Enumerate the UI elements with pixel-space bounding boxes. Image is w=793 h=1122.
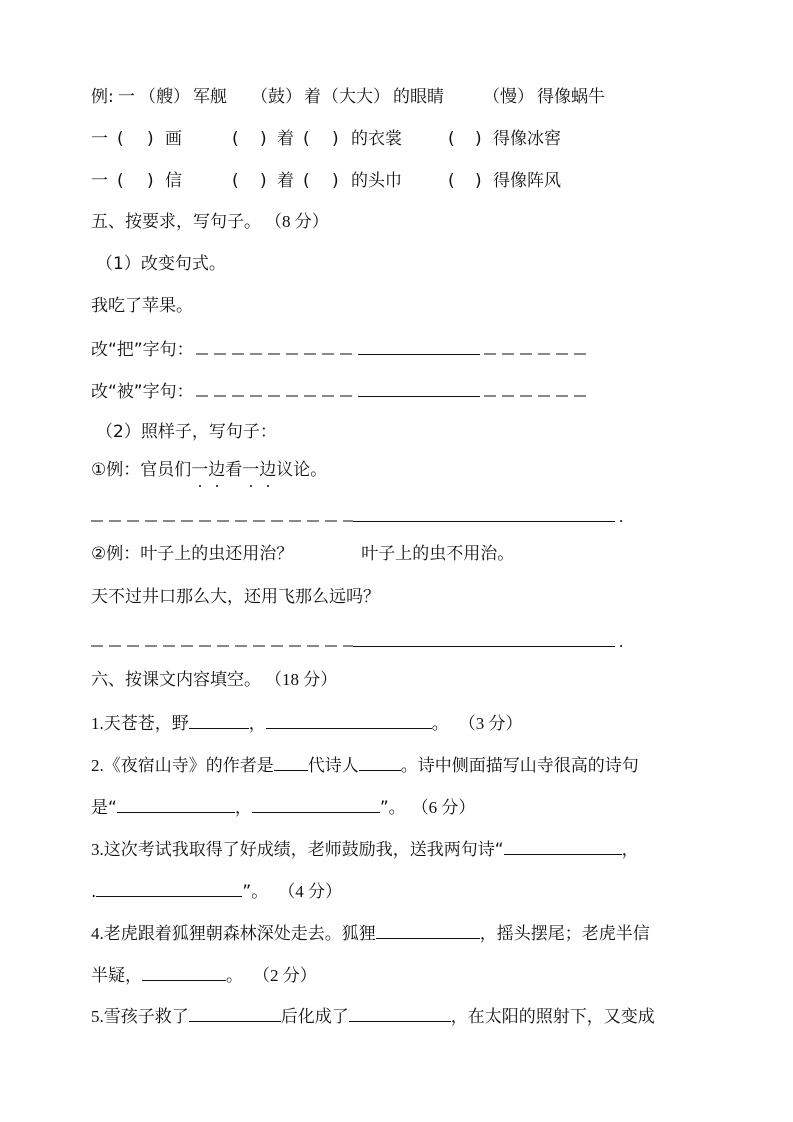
part1-label: （1）改变句式。 [96,254,226,274]
answer-blank[interactable] [189,710,249,729]
example-question: ②例：叶子上的虫还用治？ [91,544,294,564]
example-two-prompt: 天不过井口那么大，还用飞那么远吗？ [91,587,380,607]
blank-paren[interactable]: ( [448,129,455,149]
cell-suffix: 得像阵风 [493,171,561,191]
cell-mid: 着 [277,171,294,191]
answer-solid-line[interactable] [358,378,480,397]
blank-paren-close: ) [332,129,339,149]
answer-dashed-line[interactable] [484,337,592,355]
cell-suffix: 军舰 [193,87,227,107]
blank-paren-close: ) [147,129,154,149]
cell-suffix: 的衣裳 [351,129,402,149]
answer-blank[interactable] [189,1003,281,1022]
sentence-end-mark: . [619,632,624,651]
blank-paren[interactable]: ( [448,171,455,191]
answer-dashed-line[interactable] [196,337,358,355]
blank-paren-close: ) [147,171,154,191]
answer-blank[interactable] [274,752,308,771]
source-sentence: 我吃了苹果。 [91,296,193,316]
item-score: （6 分） [411,798,476,817]
cell-suffix: 的头巾 [351,171,402,191]
answer-blank[interactable] [349,1003,451,1022]
example-one-answer-row [91,503,623,527]
answer-blank[interactable] [252,794,380,813]
answer-blank[interactable] [96,878,242,897]
section-heading: 六、按课文内容填空。 （18 分） [91,670,338,690]
item-number: 5. [91,1007,104,1026]
example-two-answer-row [91,628,623,652]
emphasis-char: 边 [208,460,226,480]
item-number: 4. [91,924,104,943]
fill-item-5: 5. 雪孩子救了 后化成了 ，在太阳的照射下，又变成 [91,1003,655,1027]
blank-paren[interactable]: ( [232,171,239,191]
blank-paren[interactable]: ( [117,129,124,149]
cell-suffix: 信 [165,171,182,191]
answer-blank[interactable] [142,962,226,981]
emphasis-char: 一 [242,460,260,480]
fill-item-1: 1. 天苍苍，野 ， 。 （3 分） [91,710,523,734]
item-number: 1. [91,714,104,733]
section-score: （18 分） [265,670,338,689]
fill-item-2: 2. 《夜宿山寺》的作者是 代诗人 。诗中侧面描写山寺很高的诗句 [91,752,639,776]
answer-blank[interactable] [117,794,235,813]
fill-item-4: 4. 老虎跟着狐狸朝森林深处走去。狐狸 ，摇头摆尾；老虎半信 [91,920,650,944]
fill-cell: （大大） [322,87,390,107]
item-score: （3 分） [458,714,523,733]
blank-paren[interactable]: ( [232,129,239,149]
cell-suffix: 得像冰窖 [493,129,561,149]
cell-mid: 着 [277,129,294,149]
item-score: （4 分） [278,882,342,901]
answer-blank[interactable] [359,752,401,771]
cell-suffix: 得像蜗牛 [537,87,605,107]
cell-suffix: 的眼睛 [393,87,444,107]
section-score: （8 分） [265,212,329,231]
answer-dashed-line[interactable] [91,629,353,647]
bei-sentence-row [91,378,592,402]
example-one: ①例：官员们 一 边 看 一 边 议论。 [91,460,328,480]
answer-blank[interactable] [504,836,622,855]
cell-mid: 着 [304,87,321,107]
blank-paren-close: ) [475,171,482,191]
ba-sentence-row [91,336,592,360]
fill-cell: （慢） [483,87,534,107]
item-score: （2 分） [253,966,317,985]
answer-blank[interactable] [376,920,480,939]
fill-cell: （鼓） [251,87,302,107]
answer-dashed-line[interactable] [484,379,592,397]
fill-item-3: 3. 这次考试我取得了好成绩，老师鼓励我，送我两句诗“ ， [91,836,639,860]
part2-label: （2）照样子，写句子： [96,422,277,442]
fill-cell: （艘） [139,87,190,107]
emphasis-char: 一 [191,460,209,480]
answer-dashed-line[interactable] [196,379,358,397]
answer-dashed-line[interactable] [91,504,353,522]
example-two [91,542,514,566]
item-number: 2. [91,756,104,775]
answer-solid-line[interactable] [358,336,480,355]
fill-item-2-line2: 是“ ， ”。 （6 分） [91,794,475,818]
fill-item-3-line2: . ”。 （4 分） [91,878,342,902]
blank-paren[interactable]: ( [303,171,310,191]
emphasis-char: 边 [259,460,277,480]
bei-label: 改“被”字句： [91,382,194,402]
row-prefix: 一 [91,129,108,149]
blank-paren-close: ) [332,171,339,191]
example-label: 例: [91,87,114,107]
answer-blank[interactable] [266,710,432,729]
sentence-end-mark: . [619,507,624,526]
blank-paren-close: ) [260,129,267,149]
blank-paren[interactable]: ( [303,129,310,149]
item-number: 3. [91,840,104,859]
ba-label: 改“把”字句： [91,340,194,360]
blank-paren-close: ) [475,129,482,149]
fill-item-4-line2: 半疑， 。 （2 分） [91,962,317,986]
row-prefix: 一 [118,87,135,107]
example-answer: 叶子上的虫不用治。 [361,544,515,564]
blank-paren[interactable]: ( [117,171,124,191]
answer-solid-line[interactable] [353,628,615,647]
row-prefix: 一 [91,171,108,191]
section-heading: 五、按要求，写句子。 （8 分） [91,212,329,232]
cell-suffix: 画 [165,129,182,149]
blank-paren-close: ) [260,171,267,191]
answer-solid-line[interactable] [353,503,615,522]
